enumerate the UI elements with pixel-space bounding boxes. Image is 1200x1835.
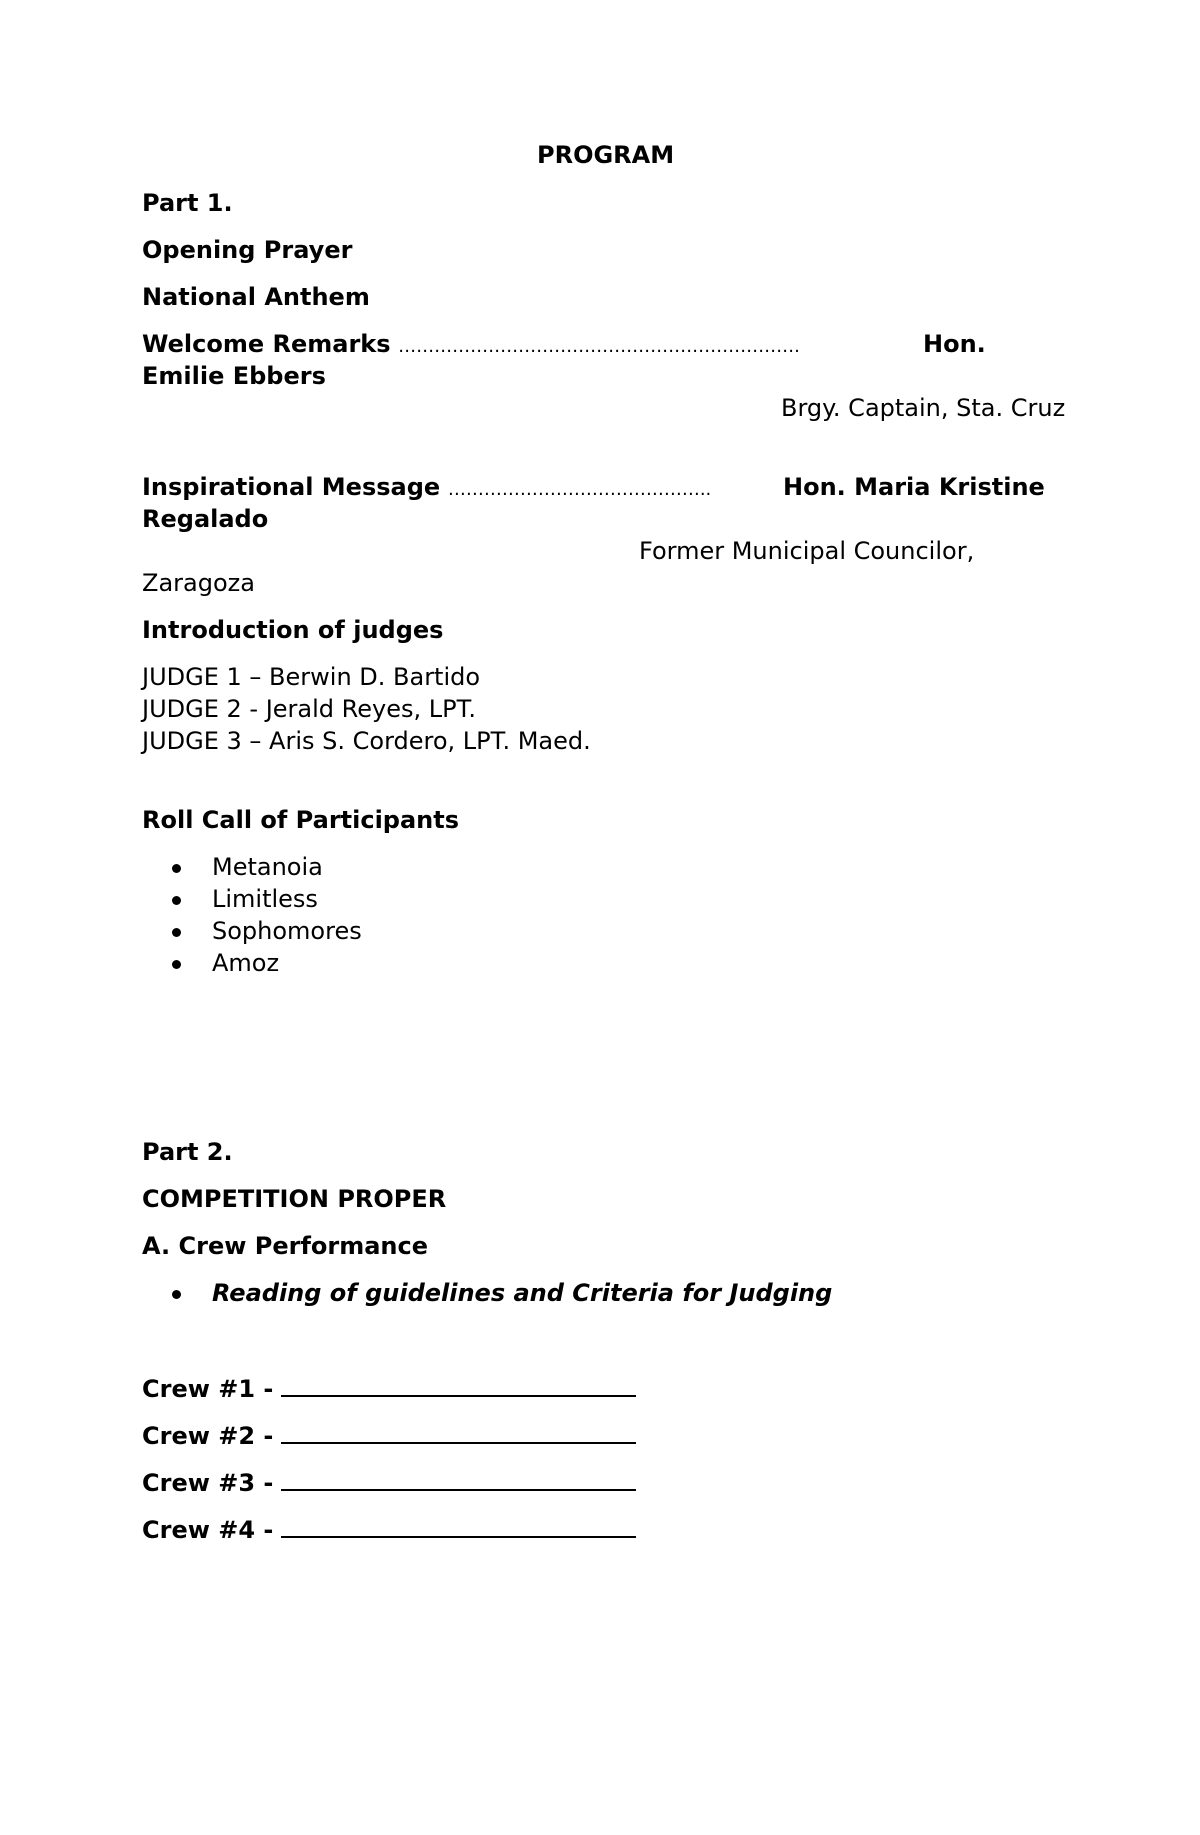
welcome-speaker-position: Brgy. Captain, Sta. Cruz [781,394,1066,422]
inspirational-speaker-position: Former Municipal Councilor, [639,537,975,565]
participant-item: Amoz [212,949,280,977]
bullet-icon [172,960,181,969]
bullet-icon [172,1290,181,1299]
judges-heading: Introduction of judges [142,616,444,644]
program-title: PROGRAM [537,141,675,169]
judge-item: JUDGE 2 - Jerald Reyes, LPT. [142,695,477,723]
national-anthem: National Anthem [142,283,370,311]
welcome-remarks-dots: …………………………………………………………. [398,336,800,357]
welcome-remarks-line [142,329,800,362]
crew-blank-field [281,1420,636,1444]
part2-heading: Part 2. [142,1138,233,1166]
crew-label: Crew #2 - [142,1422,274,1450]
competition-proper-heading: COMPETITION PROPER [142,1185,447,1213]
inspirational-speaker-name-cont: Regalado [142,505,269,533]
crew-blank-field [281,1467,636,1491]
participant-item: Metanoia [212,853,323,881]
crew-performance-heading: A. Crew Performance [142,1232,429,1260]
participant-item: Sophomores [212,917,362,945]
inspirational-message-dots: …………………………………….. [447,479,712,500]
crew-line [142,1467,636,1499]
roll-call-heading: Roll Call of Participants [142,806,460,834]
inspirational-message-label: Inspirational Message [142,473,441,501]
guideline-item: Reading of guidelines and Criteria for Judging [212,1279,833,1307]
crew-blank-field [281,1373,636,1397]
crew-line [142,1420,636,1452]
inspirational-speaker-position-cont: Zaragoza [142,569,255,597]
judge-item: JUDGE 3 – Aris S. Cordero, LPT. Maed. [142,727,591,755]
crew-label: Crew #3 - [142,1469,274,1497]
welcome-remarks-label: Welcome Remarks [142,330,391,358]
inspirational-message-line [142,472,711,505]
opening-prayer: Opening Prayer [142,236,353,264]
crew-line [142,1514,636,1546]
bullet-icon [172,896,181,905]
participant-item: Limitless [212,885,318,913]
welcome-speaker-name: Emilie Ebbers [142,362,326,390]
crew-line [142,1373,636,1405]
bullet-icon [172,928,181,937]
part1-heading: Part 1. [142,189,233,217]
bullet-icon [172,864,181,873]
welcome-hon: Hon. [923,330,986,358]
crew-label: Crew #1 - [142,1375,274,1403]
judge-item: JUDGE 1 – Berwin D. Bartido [142,663,481,691]
crew-label: Crew #4 - [142,1516,274,1544]
crew-blank-field [281,1514,636,1538]
inspirational-speaker-name: Hon. Maria Kristine [783,473,1045,501]
